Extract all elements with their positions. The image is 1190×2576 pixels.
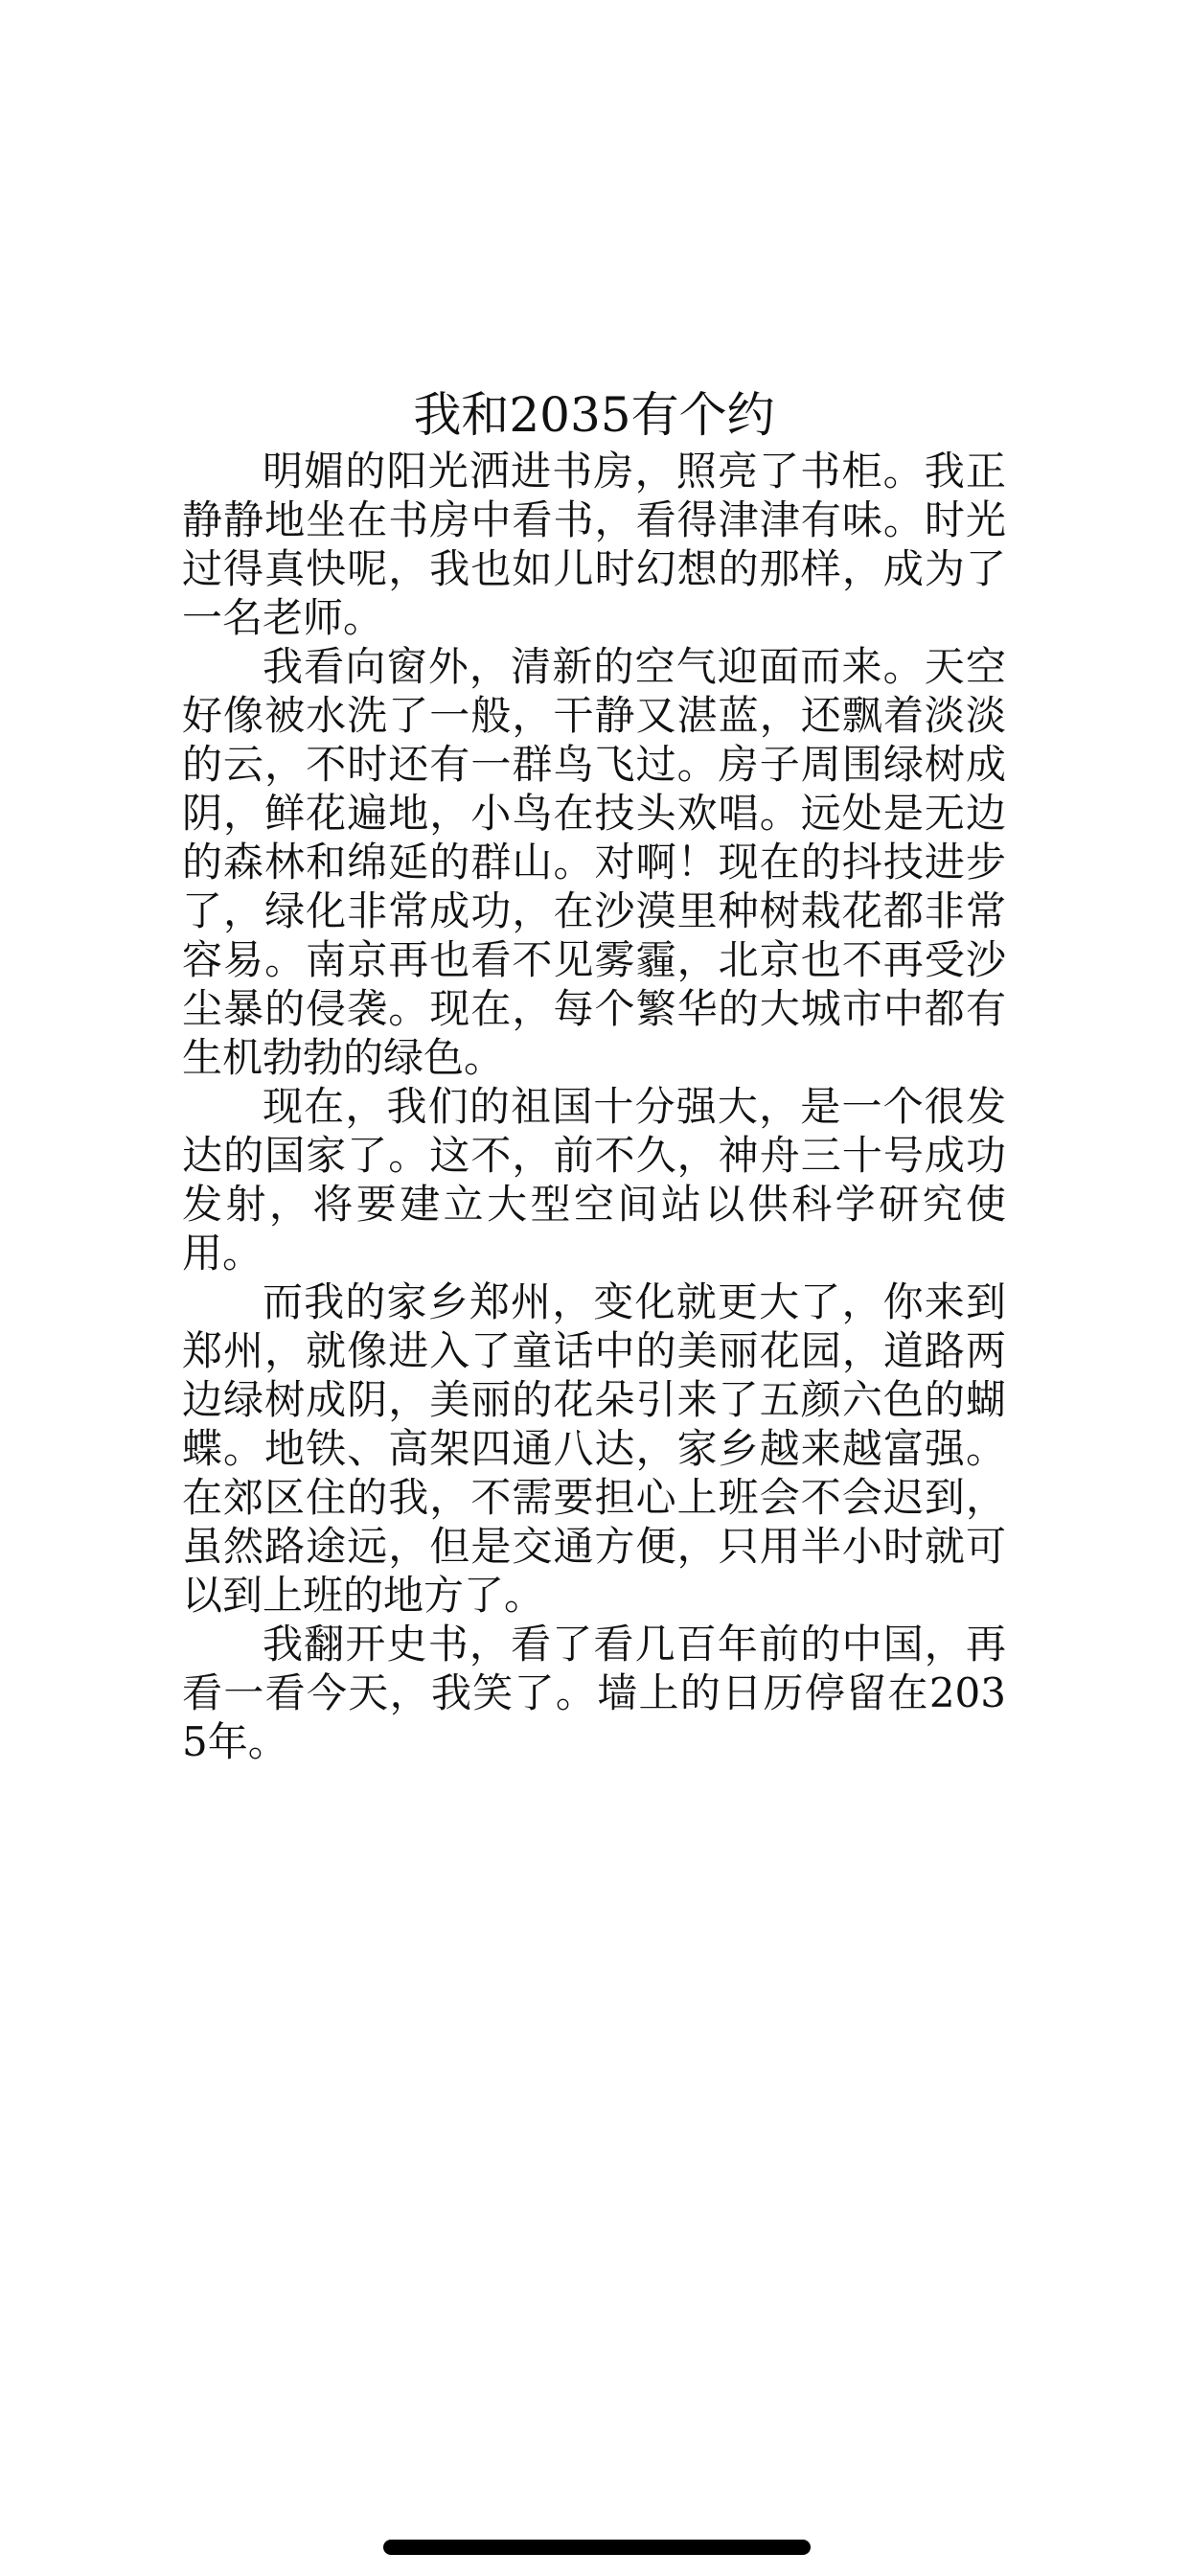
paragraph-1: 明媚的阳光洒进书房，照亮了书柜。我正静静地坐在书房中看书，看得津津有味。时光过得真快呢，我也如儿时幻想的那样，成为了一名老师。 (182, 448, 1006, 641)
paragraph-2: 我看向窗外，清新的空气迎面而来。天空好像被水洗了一般，干静又湛蓝，还飘着淡淡的云，不时还有一群鸟飞过。房子周围绿树成阴，鲜花遍地，小鸟在技头欢唱。远处是无边的森林和绵延的群山。对啊！现在的抖技进步了，绿化非常成功，在沙漠里种树栽花都非常容易。南京再也看不见雾霾，北京也不再受沙尘暴的侵袭。现在，每个繁华的大城市中都有生机勃勃的绿色。 (182, 643, 1006, 1081)
document-body (182, 387, 1006, 1766)
paragraph-5: 我翻开史书，看了看几百年前的中国，再看一看今天，我笑了。墙上的日历停留在2035年。 (182, 1621, 1006, 1765)
document-title: 我和2035有个约 (413, 387, 775, 443)
paragraph-4: 而我的家乡郑州，变化就更大了，你来到郑州，就像进入了童话中的美丽花园，道路两边绿树成阴，美丽的花朵引来了五颜六色的蝴蝶。地铁、高架四通八达，家乡越来越富强。在郊区住的我，不需要担心上班会不会迟到，虽然路途远，但是交通方便，只用半小时就可以到上班的地方了。 (182, 1278, 1006, 1619)
home-indicator[interactable] (383, 2540, 811, 2555)
paragraph-3: 现在，我们的祖国十分强大，是一个很发达的国家了。这不，前不久，神舟三十号成功发射，将要建立大型空间站以供科学研究使用。 (182, 1083, 1006, 1276)
